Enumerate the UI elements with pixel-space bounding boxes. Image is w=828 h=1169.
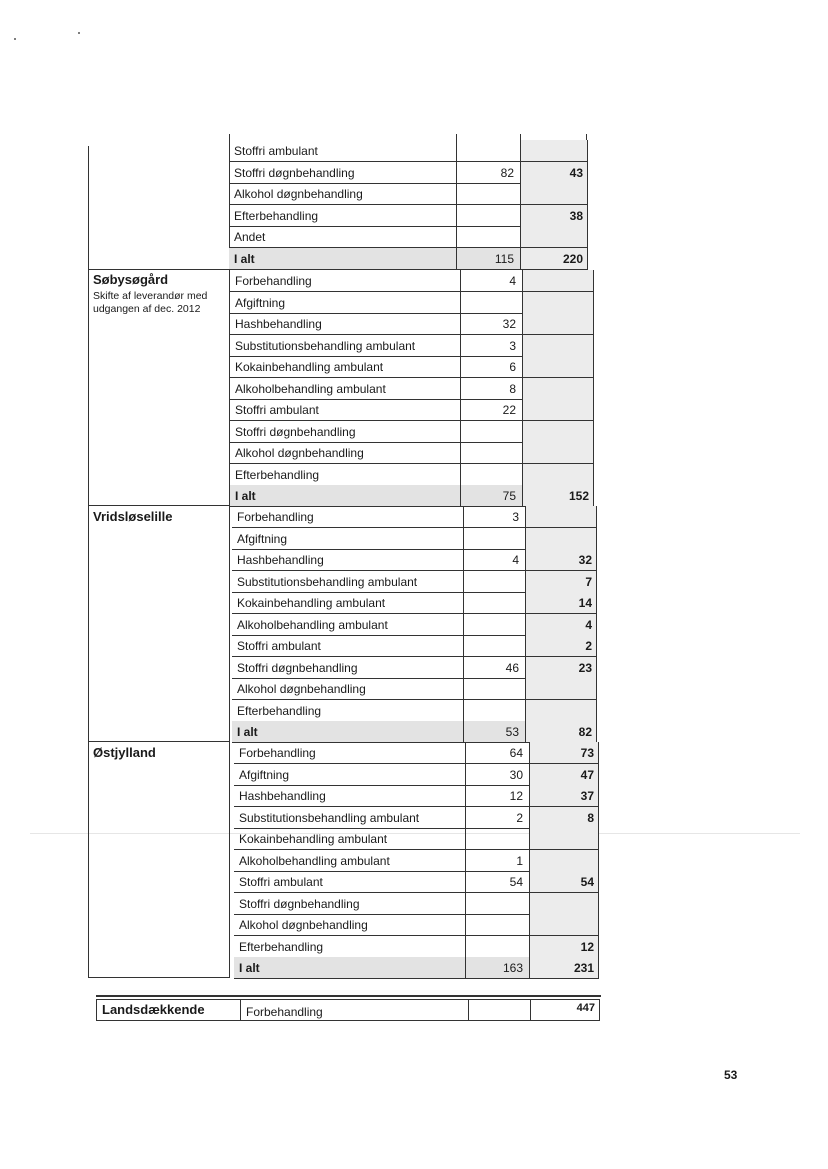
value-col-2: 37 — [529, 785, 599, 807]
value-col-1: 53 — [463, 721, 525, 743]
row-label: Hashbehandling — [230, 313, 460, 335]
value-col-1: 82 — [456, 162, 520, 184]
row-label: Substitutionsbehandling ambulant — [234, 807, 465, 829]
row-label: Alkoholbehandling ambulant — [230, 378, 460, 400]
value-col-1: 12 — [465, 785, 529, 807]
row-label: Stoffri ambulant — [234, 871, 465, 893]
value-col-2 — [522, 399, 594, 421]
value-col-2 — [529, 828, 599, 850]
value-col-1 — [469, 1000, 531, 1020]
value-col-2: 447 — [576, 1002, 595, 1014]
value-col-1 — [456, 205, 520, 227]
row-label: Efterbehandling — [229, 205, 456, 227]
region-separator — [88, 269, 230, 270]
value-col-2 — [522, 335, 594, 357]
value-col-2 — [522, 292, 594, 314]
value-col-1: 4 — [463, 549, 525, 571]
value-col-1 — [456, 183, 520, 205]
table-top-border — [96, 995, 601, 997]
row-label: Alkohol døgnbehandling — [232, 678, 463, 700]
row-label: Stoffri døgnbehandling — [234, 893, 465, 915]
row-label: Andet — [229, 226, 456, 248]
value-col-1 — [465, 893, 529, 915]
row-label: Forbehandling — [230, 270, 460, 292]
value-col-1 — [463, 592, 525, 614]
region-note: Skifte af leverandør med udgangen af dec. 2012 — [93, 290, 208, 315]
value-col-1 — [460, 442, 522, 464]
value-col-2 — [522, 378, 594, 400]
row-label: Stoffri døgnbehandling — [232, 657, 463, 679]
value-col-2 — [525, 506, 597, 528]
value-col-2: 38 — [520, 205, 588, 227]
value-col-2 — [520, 226, 588, 248]
landsdaekkende-table — [96, 995, 602, 1023]
row-label: Stoffri døgnbehandling — [229, 162, 456, 184]
row-label: Forbehandling — [232, 506, 463, 528]
value-col-2 — [529, 914, 599, 936]
row-label: Efterbehandling — [230, 464, 460, 486]
page-number: 53 — [724, 1068, 738, 1082]
value-col-1: 54 — [465, 871, 529, 893]
value-col-1: 22 — [460, 399, 522, 421]
value-col-2: 23 — [525, 657, 597, 679]
value-col-1 — [465, 828, 529, 850]
value-col-2 — [522, 313, 594, 335]
value-col-1 — [463, 528, 525, 550]
value-col-1: 6 — [460, 356, 522, 378]
value-col-2 — [522, 421, 594, 443]
value-col-1 — [456, 140, 520, 162]
table-bottom-border — [88, 977, 230, 978]
value-col-1 — [463, 571, 525, 593]
value-col-1 — [463, 700, 525, 722]
value-col-1: 64 — [465, 742, 529, 764]
region-name-sobysogaard: Søbysøgård — [93, 272, 169, 287]
value-col-1 — [465, 936, 529, 958]
scan-speck — [78, 32, 80, 34]
value-col-1 — [456, 226, 520, 248]
value-col-2 — [525, 700, 597, 722]
row-label: Kokainbehandling ambulant — [232, 592, 463, 614]
row-label: Afgiftning — [230, 292, 460, 314]
value-col-2: 231 — [529, 957, 599, 979]
value-col-2: 152 — [522, 485, 594, 507]
row-label: I alt — [234, 957, 465, 979]
region-name-ostjylland: Østjylland — [93, 745, 156, 760]
value-col-2 — [525, 678, 597, 700]
row-label: Forbehandling — [241, 1000, 469, 1020]
region-separator — [88, 741, 230, 742]
value-col-1 — [460, 421, 522, 443]
value-col-2 — [522, 356, 594, 378]
row-label: Alkohol døgnbehandling — [229, 183, 456, 205]
value-col-2: 47 — [529, 764, 599, 786]
value-col-1 — [463, 614, 525, 636]
row-label: Stoffri døgnbehandling — [230, 421, 460, 443]
value-col-1: 8 — [460, 378, 522, 400]
row-label: I alt — [229, 248, 456, 270]
table-row — [96, 999, 600, 1021]
row-label: Afgiftning — [234, 764, 465, 786]
value-col-1: 115 — [456, 248, 520, 270]
row-label: Kokainbehandling ambulant — [234, 828, 465, 850]
row-label: Substitutionsbehandling ambulant — [230, 335, 460, 357]
region-separator — [88, 505, 230, 506]
row-label: I alt — [230, 485, 460, 507]
value-col-1: 32 — [460, 313, 522, 335]
table-left-border — [88, 146, 89, 978]
value-col-1 — [465, 914, 529, 936]
value-col-2: 32 — [525, 549, 597, 571]
value-col-1: 2 — [465, 807, 529, 829]
value-col-2 — [520, 183, 588, 205]
value-col-2 — [522, 464, 594, 486]
row-label: Hashbehandling — [234, 785, 465, 807]
value-col-1: 4 — [460, 270, 522, 292]
value-col-1 — [460, 464, 522, 486]
region-name-vridsloselille: Vridsløselille — [93, 509, 173, 524]
value-col-1: 46 — [463, 657, 525, 679]
row-label: Alkoholbehandling ambulant — [234, 850, 465, 872]
value-col-1 — [460, 292, 522, 314]
value-col-2: 12 — [529, 936, 599, 958]
row-label: Stoffri ambulant — [232, 635, 463, 657]
value-col-2: 43 — [520, 162, 588, 184]
scan-speck — [14, 38, 16, 40]
value-col-2 — [522, 442, 594, 464]
value-col-2: 54 — [529, 871, 599, 893]
value-col-2 — [520, 140, 588, 162]
row-label: Efterbehandling — [232, 700, 463, 722]
value-col-1: 3 — [460, 335, 522, 357]
region-name-landsdaekkende: Landsdækkende — [97, 1000, 241, 1020]
row-label: Afgiftning — [232, 528, 463, 550]
value-col-2 — [529, 850, 599, 872]
row-label: Substitutionsbehandling ambulant — [232, 571, 463, 593]
value-col-1: 30 — [465, 764, 529, 786]
value-col-2 — [525, 528, 597, 550]
row-label: I alt — [232, 721, 463, 743]
value-col-2: 4 — [525, 614, 597, 636]
row-label: Stoffri ambulant — [230, 399, 460, 421]
value-col-2: 14 — [525, 592, 597, 614]
row-label: Alkoholbehandling ambulant — [232, 614, 463, 636]
value-col-2: 82 — [525, 721, 597, 743]
value-col-2: 7 — [525, 571, 597, 593]
value-col-1: 163 — [465, 957, 529, 979]
row-label: Efterbehandling — [234, 936, 465, 958]
row-label: Alkohol døgnbehandling — [234, 914, 465, 936]
value-col-2: 220 — [520, 248, 588, 270]
value-col-2 — [529, 893, 599, 915]
row-label: Kokainbehandling ambulant — [230, 356, 460, 378]
value-col-1 — [463, 678, 525, 700]
value-col-1: 3 — [463, 506, 525, 528]
value-col-1: 75 — [460, 485, 522, 507]
row-label: Alkohol døgnbehandling — [230, 442, 460, 464]
value-col-1 — [463, 635, 525, 657]
row-label: Stoffri ambulant — [229, 140, 456, 162]
value-col-2: 8 — [529, 807, 599, 829]
value-col-2 — [522, 270, 594, 292]
row-label: Forbehandling — [234, 742, 465, 764]
row-label: Hashbehandling — [232, 549, 463, 571]
value-col-2: 2 — [525, 635, 597, 657]
value-col-1: 1 — [465, 850, 529, 872]
value-col-2: 73 — [529, 742, 599, 764]
